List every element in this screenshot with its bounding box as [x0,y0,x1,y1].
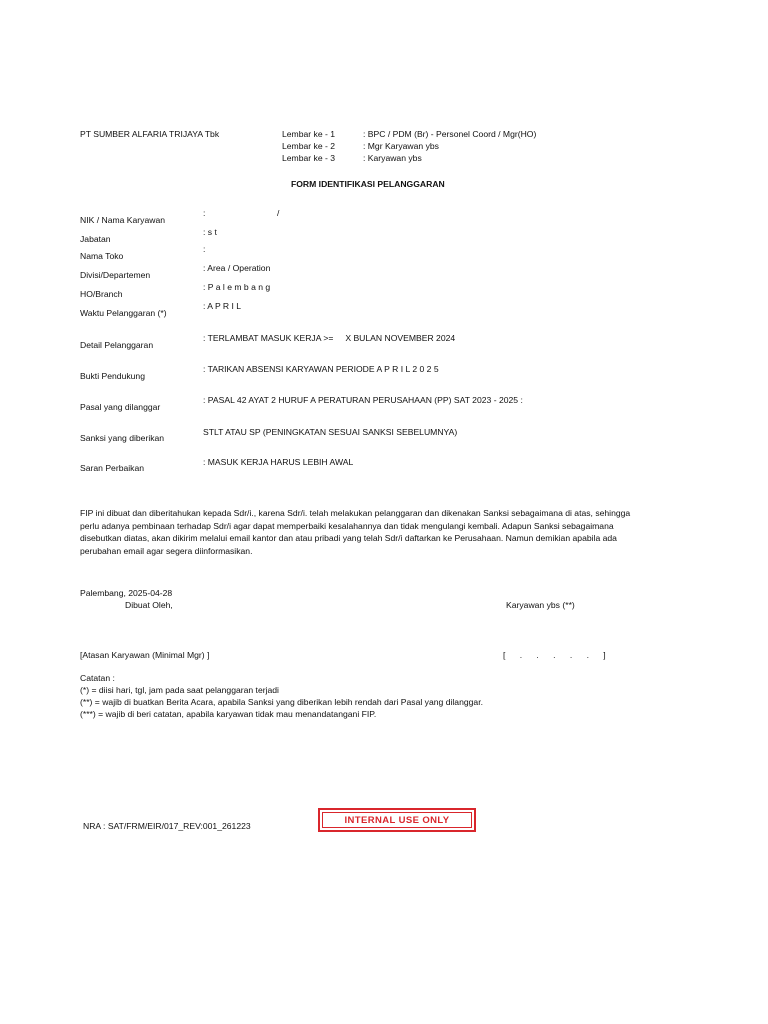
field-value-divisi: : Area / Operation [203,263,271,273]
field-value-saran: : MASUK KERJA HARUS LEBIH AWAL [203,457,354,467]
field-label-branch: HO/Branch [80,289,123,299]
field-label-jabatan: Jabatan [80,234,111,244]
nra-code: NRA : SAT/FRM/EIR/017_REV:001_261223 [83,821,251,831]
superior-signature-placeholder: [Atasan Karyawan (Minimal Mgr) ] [80,650,210,660]
notes-title: Catatan : [80,673,115,683]
field-value-branch: : P a l e m b a n g [203,282,271,292]
field-value-detail: : TERLAMBAT MASUK KERJA >= X BULAN NOVEMBER 2024 [203,333,456,343]
note-item: (**) = wajib di buatkan Berita Acara, apabila Sanksi yang diberikan lebih rendah dari Pasal yang dilanggar. [80,697,483,707]
field-label-bukti: Bukti Pendukung [80,371,145,381]
field-value-waktu: : A P R I L [203,301,242,311]
internal-use-stamp [318,808,476,832]
field-label-divisi: Divisi/Departemen [80,270,151,280]
field-value-bukti: : TARIKAN ABSENSI KARYAWAN PERIODE A P R I L 2 0 2 5 [203,364,439,374]
copy-value-1: : BPC / PDM (Br) - Personel Coord / Mgr(HO) [363,129,537,139]
field-value-jabatan: : s t [203,227,217,237]
internal-use-stamp-label: INTERNAL USE ONLY [322,812,472,828]
employee-signature-placeholder: [ . . . . . ] [503,650,606,660]
field-label-waktu: Waktu Pelanggaran (*) [80,308,167,318]
field-label-nama-toko: Nama Toko [80,251,124,261]
field-value-nik: : / [203,208,280,218]
copy-value-2: : Mgr Karyawan ybs [363,141,439,151]
copy-value-3: : Karyawan ybs [363,153,422,163]
field-label-pasal: Pasal yang dilanggar [80,402,161,412]
field-label-sanksi: Sanksi yang diberikan [80,433,165,443]
statement-paragraph: FIP ini dibuat dan diberitahukan kepada Sdr/i., karena Sdr/i. telah melakukan pelanggaran dan dikenakan Sanksi sebagaimana di atas, sehingga perlu adanya pembinaan terhadap Sdr/i agar dapat memperbaiki kesalahannya dan tidak mengulangi kembali. Adapun Sanksi sebagaimana disebutkan diatas, akan dikirim melalui email kantor dan atau pribadi yang telah Sdr/i daftarkan ke Perusahaan. Namun demikian apabila ada perubahan email agar segera diinformasikan. [80,508,631,556]
form-title: FORM IDENTIFIKASI PELANGGARAN [291,179,445,189]
copy-label-1: Lembar ke - 1 [282,129,336,139]
copy-label-3: Lembar ke - 3 [282,153,336,163]
created-by-label: Dibuat Oleh, [125,600,173,610]
field-value-sanksi: STLT ATAU SP (PENINGKATAN SESUAI SANKSI SEBELUMNYA) [203,427,458,437]
field-label-detail: Detail Pelanggaran [80,340,154,350]
note-item: (*) = diisi hari, tgl, jam pada saat pelanggaran terjadi [80,685,279,695]
field-label-nik: NIK / Nama Karyawan [80,215,166,225]
company-name: PT SUMBER ALFARIA TRIJAYA Tbk [80,129,220,139]
field-label-saran: Saran Perbaikan [80,463,145,473]
place-date: Palembang, 2025-04-28 [80,588,173,598]
field-value-nama-toko: : [203,244,206,254]
copy-label-2: Lembar ke - 2 [282,141,336,151]
employee-signature-label: Karyawan ybs (**) [506,600,575,610]
note-item: (***) = wajib di beri catatan, apabila karyawan tidak mau menandatangani FIP. [80,709,377,719]
field-value-pasal: : PASAL 42 AYAT 2 HURUF A PERATURAN PERUSAHAAN (PP) SAT 2023 - 2025 : [203,395,523,405]
